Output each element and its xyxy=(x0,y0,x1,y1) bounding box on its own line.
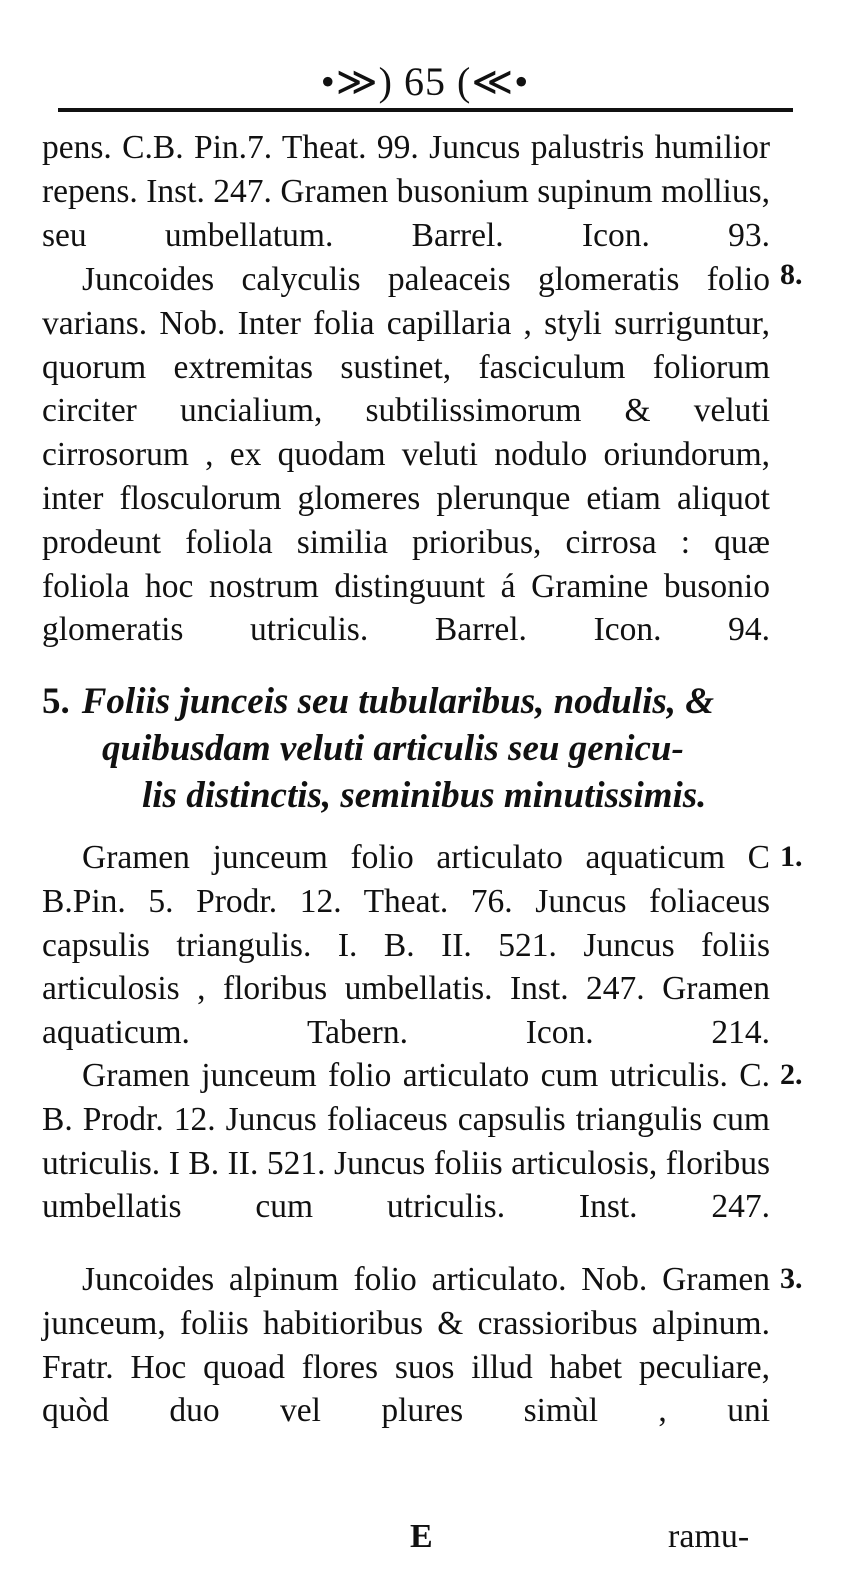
section-line-3: lis distinctis, seminibus minutissimis. xyxy=(142,775,707,816)
catchword: ramu- xyxy=(668,1518,750,1555)
margin-number-2: 2. xyxy=(780,1058,803,1091)
margin-number-3: 3. xyxy=(780,1262,803,1295)
page-number: •≫) 65 (≪• xyxy=(320,59,530,104)
margin-number-1: 1. xyxy=(780,840,803,873)
section-line-1: Foliis junceis seu tubularibus, nodulis, & xyxy=(81,681,715,722)
section-heading xyxy=(42,678,767,819)
entry-1: Gramen junceum folio articulato aquaticum C B.Pin. 5. Prodr. 12. Theat. 76. Juncus foliaceus capsulis triangulis. I. B. II. 521. Juncus foliis articulosis , floribus umbellatis. Inst. 247. Gramen aquaticum. Tabern. Icon. 214. xyxy=(42,839,770,1052)
section-line-2: quibusdam veluti articulis seu genicu- xyxy=(102,728,684,769)
margin-number-8: 8. xyxy=(780,258,803,291)
header-rule xyxy=(58,108,793,112)
section-number: 5. xyxy=(42,681,70,722)
entry-2: Gramen junceum folio articulato cum utriculis. C. B. Prodr. 12. Juncus foliaceus capsulis triangulis cum utriculis. I B. II. 521. Juncus foliis articulosis, floribus umbellatis cum utriculis. Inst. 247. xyxy=(42,1057,770,1226)
entry-3: Juncoides alpinum folio articulato. Nob. Gramen junceum, foliis habitioribus & crassioribus alpinum. Fratr. Hoc quoad flores suos illud habet peculiare, quòd duo vel plures simùl , uni xyxy=(42,1261,770,1430)
paragraph-juncoides-calyculis: Juncoides calyculis paleaceis glomeratis folio varians. Nob. Inter folia capillaria , styli surriguntur, quorum extremitas sustinet, fasciculum foliorum circiter uncialium, subtilissimorum & veluti cirrosorum , ex quodam veluti nodulo oriundorum, inter flosculorum glomeres plerunque etiam aliquot prodeunt foliola similia prioribus, cirrosa : quæ foliola hoc nostrum distinguunt á Gramine busonio glomeratis utriculis. Barrel. Icon. 94. xyxy=(42,261,770,649)
continued-paragraph: pens. C.B. Pin.7. Theat. 99. Juncus palustris humilior repens. Inst. 247. Gramen busonium supinum mollius, seu umbellatum. Barrel. Icon. 93. xyxy=(42,129,770,254)
signature-mark: E xyxy=(410,1518,433,1555)
